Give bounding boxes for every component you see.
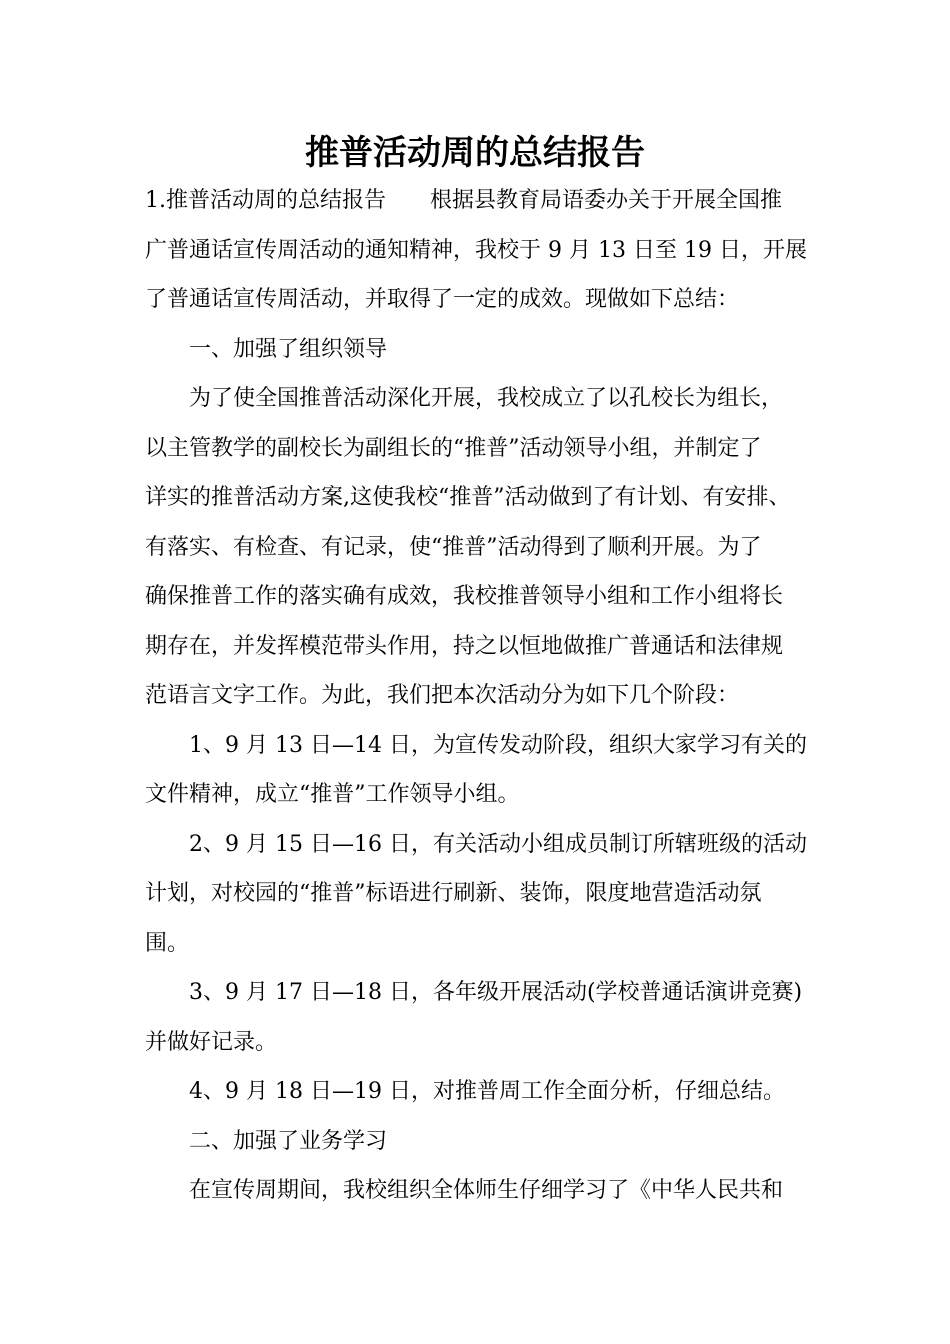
text-line: 一、加强了组织领导	[189, 336, 388, 362]
text-line: 围。	[145, 930, 190, 956]
text-line: 4、9 月 18 日—19 日，对推普周工作全面分析，仔细总结。	[189, 1079, 785, 1104]
text-line: 3、9 月 17 日—18 日，各年级开展活动(学校普通话演讲竞赛)	[189, 980, 803, 1005]
list-item-stage-4	[145, 1067, 810, 1117]
list-item-stage-2	[145, 820, 810, 969]
section-heading-1	[145, 325, 810, 375]
paragraph-study	[145, 1166, 810, 1216]
text-line: 并做好记录。	[145, 1029, 278, 1055]
text-line: 为了使全国推普活动深化开展，我校成立了以孔校长为组长，	[189, 386, 784, 411]
text-line: 二、加强了业务学习	[189, 1128, 388, 1154]
document-body	[145, 176, 810, 1216]
text-line: 在宣传周期间，我校组织全体师生仔细学习了《中华人民共和	[189, 1178, 784, 1203]
text-line: 确保推普工作的落实确有成效，我校推普领导小组和工作小组将长	[145, 584, 784, 609]
text-line: 范语言文字工作。为此，我们把本次活动分为如下几个阶段：	[145, 683, 740, 708]
text-line: 以主管教学的副校长为副组长的“推普”活动领导小组，并制定了	[145, 435, 762, 461]
paragraph-organization	[145, 374, 810, 721]
text-line: 详实的推普活动方案,这使我校“推普”活动做到了有计划、有安排、	[145, 485, 791, 510]
document-title: 推普活动周的总结报告	[305, 133, 645, 173]
section-heading-2	[145, 1117, 810, 1167]
text-line: 期存在，并发挥模范带头作用，持之以恒地做推广普通话和法律规	[145, 633, 784, 659]
paragraph-intro	[145, 176, 810, 325]
text-line: 2、9 月 15 日—16 日，有关活动小组成员制订所辖班级的活动	[189, 831, 807, 857]
text-line: 1、9 月 13 日—14 日，为宣传发动阶段，组织大家学习有关的	[189, 732, 807, 758]
text-line: 了普通话宣传周活动，并取得了一定的成效。现做如下总结：	[145, 287, 740, 312]
text-line: 1.推普活动周的总结报告 根据县教育局语委办关于开展全国推	[145, 188, 782, 213]
text-line: 计划，对校园的“推普”标语进行刷新、装饰，限度地营造活动氛	[145, 881, 762, 906]
text-line: 文件精神，成立“推普”工作领导小组。	[145, 782, 520, 807]
text-line: 有落实、有检查、有记录，使“推普”活动得到了顺利开展。为了	[145, 534, 762, 560]
list-item-stage-1	[145, 721, 810, 820]
list-item-stage-3	[145, 968, 810, 1067]
text-line: 广普通话宣传周活动的通知精神，我校于 9 月 13 日至 19 日，开展	[145, 237, 807, 263]
